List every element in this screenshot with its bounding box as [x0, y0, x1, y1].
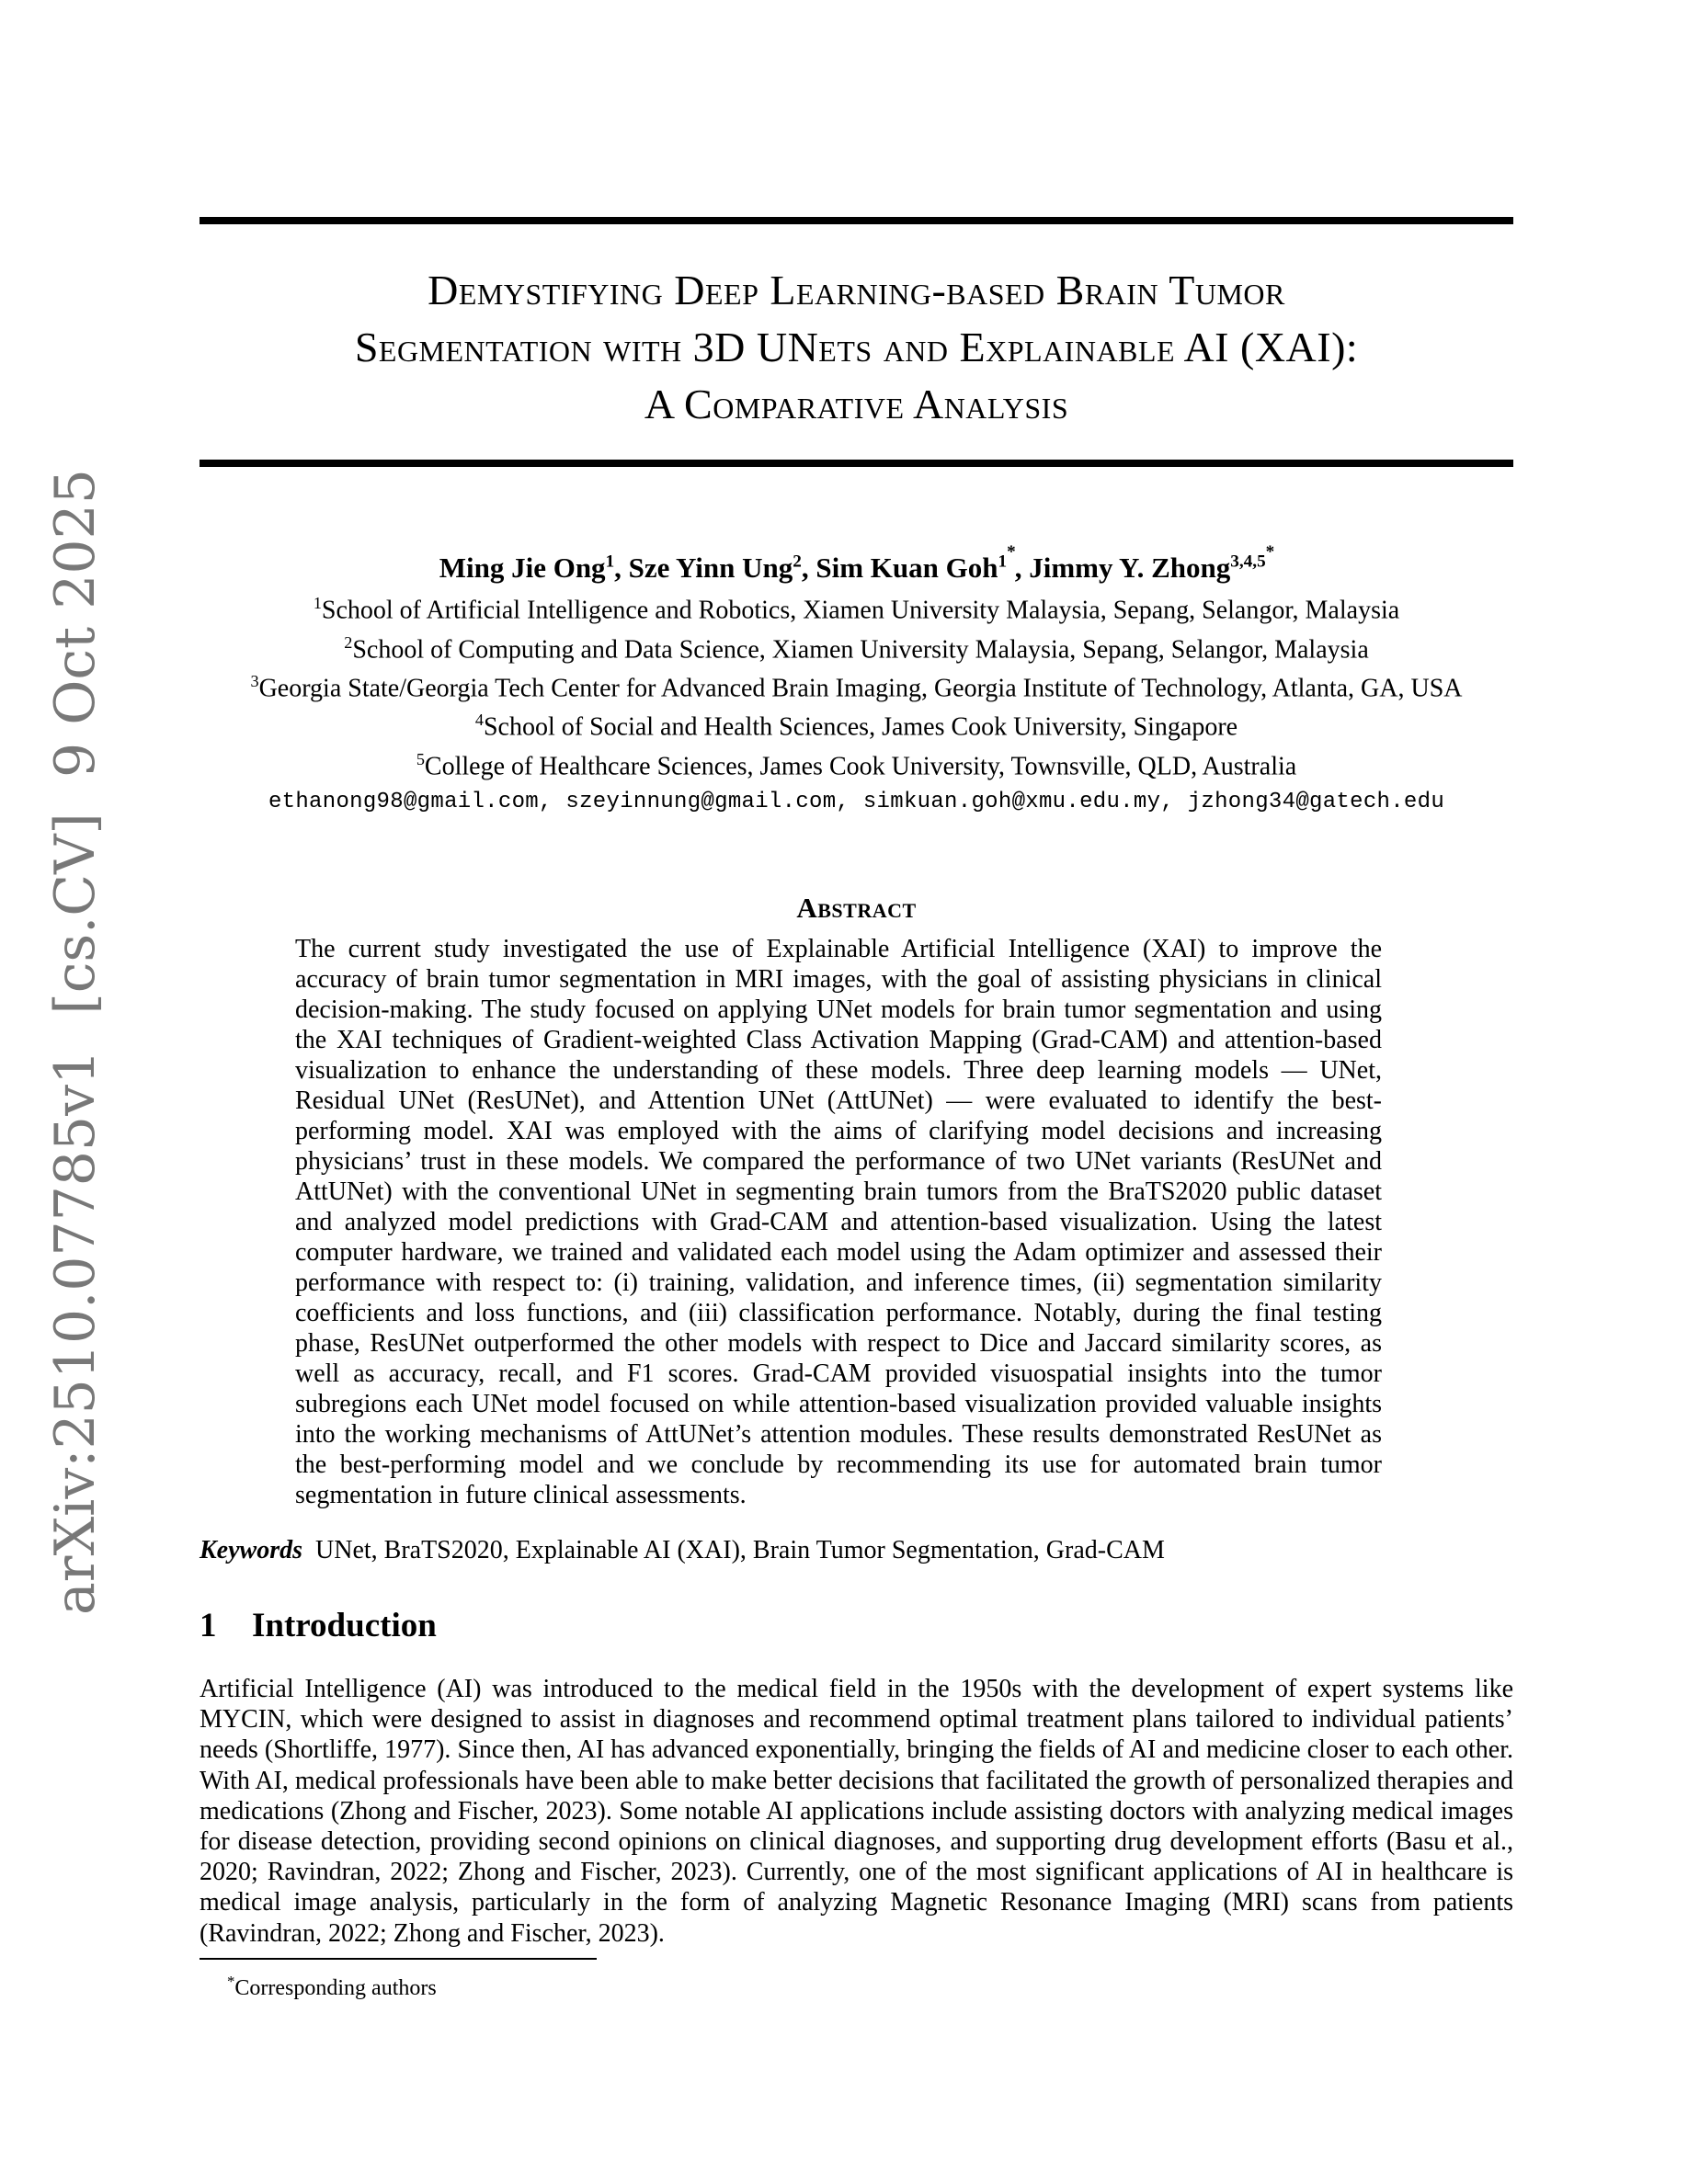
paper-title-line-3: A Comparative Analysis [644, 381, 1069, 427]
author-separator: , [614, 552, 629, 585]
section-title: Introduction [252, 1607, 437, 1644]
affiliation-text: School of Artificial Intelligence and Robotics, Xiamen University Malaysia, Sepang, Selangor, Malaysia [321, 596, 1400, 625]
affiliation-line-5 [200, 744, 1513, 782]
affiliation-text: School of Computing and Data Science, Xiamen University Malaysia, Sepang, Selangor, Malaysia [352, 634, 1369, 664]
author: Jimmy Y. Zhong$^{3,4,5*}$ [1029, 542, 1274, 585]
section-heading-introduction [200, 1606, 1513, 1645]
affiliation-line-2 [200, 627, 1513, 665]
affiliation-line-3 [200, 665, 1513, 704]
author-emails: ethanong98@gmail.com, szeyinnung@gmail.com, simkuan.goh@xmu.edu.my, jzhong34@gatech.edu [268, 789, 1445, 814]
title-rule-bottom [200, 460, 1513, 467]
paper-title-line-2: Segmentation with 3D UNets and Explainable AI (XAI): [354, 324, 1359, 370]
affiliation-sup: 3 [250, 671, 259, 690]
affiliation-line-1 [200, 587, 1513, 626]
author: Sim Kuan Goh$^{1*}$, [815, 542, 1030, 585]
affiliation-text: School of Social and Health Sciences, James Cook University, Singapore [483, 712, 1238, 742]
affiliation-line-4 [200, 704, 1513, 743]
footnote-marker: * [227, 1973, 235, 1990]
author: Ming Jie Ong$^1$, [439, 552, 629, 585]
keywords-line [200, 1535, 1513, 1566]
author-affil-sup: 3,4,5 [1230, 552, 1266, 572]
byline-block [200, 543, 1513, 819]
author: Sze Yinn Ung$^2$, [628, 552, 816, 585]
keywords-text: UNet, BraTS2020, Explainable AI (XAI), Brain Tumor Segmentation, Grad-CAM [315, 1536, 1165, 1564]
affiliation-text: Georgia State/Georgia Tech Center for Advanced Brain Imaging, Georgia Institute of Technology, Atlanta, GA, USA [258, 674, 1463, 703]
author-affil-sup: 2 [793, 552, 802, 572]
authors-line [200, 543, 1513, 587]
arxiv-watermark: arXiv:2510.07785v1 [cs.CV] 9 Oct 2025 [43, 469, 108, 1615]
affiliation-sup: 2 [344, 632, 353, 652]
paper-title [200, 262, 1513, 433]
keywords-label: Keywords [200, 1536, 302, 1564]
abstract-heading: Abstract [796, 892, 917, 924]
author-separator: , [801, 552, 816, 585]
title-rule-top [200, 217, 1513, 224]
affiliation-sup: 5 [416, 749, 425, 768]
author-separator: , [1014, 552, 1030, 585]
paper-title-line-1: Demystifying Deep Learning-based Brain Tumor [428, 267, 1285, 313]
introduction-paragraph: Artificial Intelligence (AI) was introduced to the medical field in the 1950s with the development of expert systems like MYCIN, which were designed to assist in diagnoses and recommend optimal treatment plans tailored to individual patients’ needs (Shortliffe, 1977). Since then, AI has advanced exponentially, bringing the fields of AI and medicine closer to each other. With AI, medical professionals have been able to make better decisions that facilitated the growth of personalized therapies and medications (Zhong and Fischer, 2023). Some notable AI applications include assisting doctors with analyzing medical images for disease detection, providing second opinions on clinical diagnoses, and supporting drug development efforts (Basu et al., 2020; Ravindran, 2022; Zhong and Fischer, 2023). Currently, one of the most significant applications of AI in healthcare is medical image analysis, particularly in the form of analyzing Magnetic Resonance Imaging (MRI) scans from patients (Ravindran, 2022; Zhong and Fischer, 2023). [200, 1675, 1513, 1948]
corresponding-authors-footnote [200, 1968, 1513, 2002]
section-number: 1 [200, 1607, 217, 1644]
author-star-sup: * [1265, 542, 1274, 563]
affiliation-sup: 1 [313, 594, 322, 613]
affiliation-text: College of Healthcare Sciences, James Cook University, Townsville, QLD, Australia [424, 751, 1297, 780]
author-affil-sup: 1 [998, 552, 1008, 572]
author-star-sup: * [1007, 542, 1015, 563]
abstract-body: The current study investigated the use of Explainable Artificial Intelligence (XAI) to improve the accuracy of brain tumor segmentation in MRI images, with the goal of assisting physicians in clinical decision-making. The study focused on applying UNet models for brain tumor segmentation and using the XAI techniques of Gradient-weighted Class Activation Mapping (Grad-CAM) and attention-based visualization to enhance the understanding of these models. Three deep learning models — UNet, Residual UNet (ResUNet), and Attention UNet (AttUNet) — were evaluated to identify the best-performing model. XAI was employed with the aims of clarifying model decisions and increasing physicians’ trust in these models. We compared the performance of two UNet variants (ResUNet and AttUNet) with the conventional UNet in segmenting brain tumors from the BraTS2020 public dataset and analyzed model predictions with Grad-CAM and attention-based visualization. Using the latest computer hardware, we trained and validated each model using the Adam optimizer and assessed their performance with respect to: (i) training, validation, and inference times, (ii) segmentation similarity coefficients and loss functions, and (iii) classification performance. Notably, during the final testing phase, ResUNet outperformed the other models with respect to Dice and Jaccard similarity scores, as well as accuracy, recall, and F1 scores. Grad-CAM provided visuospatial insights into the tumor subregions each UNet model focused on while attention-based visualization provided valuable insights into the working mechanisms of AttUNet’s attention modules. These results demonstrated ResUNet as the best-performing model and we conclude by recommending its use for automated brain tumor segmentation in future clinical assessments. [295, 935, 1382, 1509]
affiliation-sup: 4 [474, 711, 484, 730]
footnote-rule [200, 1958, 597, 1960]
footnote-text: Corresponding authors [234, 1976, 437, 2000]
author-affil-sup: 1 [605, 552, 615, 572]
